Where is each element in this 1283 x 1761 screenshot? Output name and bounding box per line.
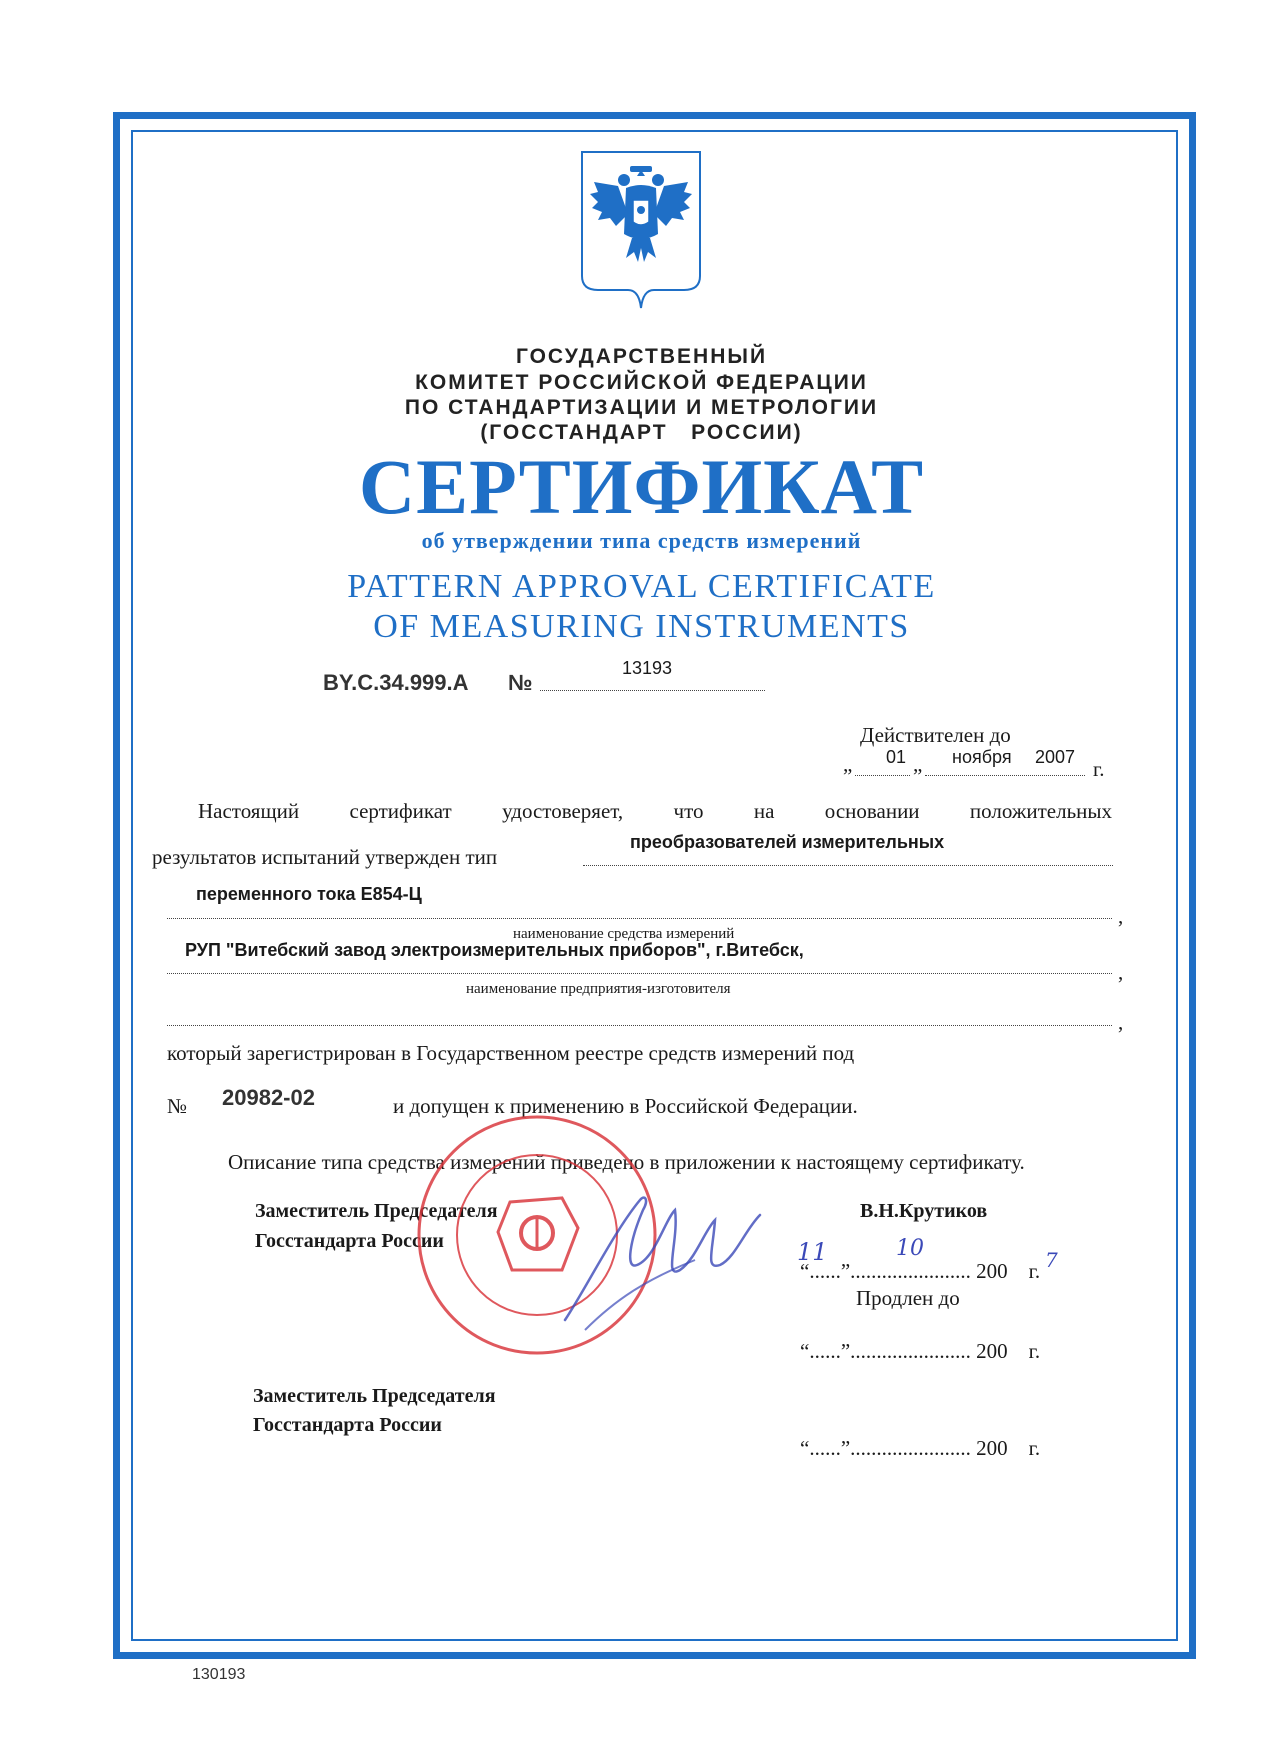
- title-english-line-2: OF MEASURING INSTRUMENTS: [373, 608, 910, 645]
- instrument-type-line-2: переменного тока Е854-Ц: [196, 884, 422, 904]
- issuer-line-3: ПО СТАНДАРТИЗАЦИИ И МЕТРОЛОГИИ: [404, 396, 879, 419]
- handwritten-year: 7: [1045, 1248, 1058, 1272]
- extension-date-1: “......”....................... 200 г.: [800, 1339, 1041, 1363]
- valid-year-suffix: г.: [1093, 757, 1105, 781]
- valid-day: 01: [886, 747, 907, 767]
- registry-number: 20982-02: [222, 1085, 315, 1110]
- certificate-prefix: BY.C.34.999.A: [323, 670, 469, 695]
- valid-year: 2007: [1035, 747, 1076, 767]
- title-english-line-1: PATTERN APPROVAL CERTIFICATE: [347, 568, 936, 605]
- form-serial-number: 130193: [192, 1666, 246, 1683]
- certificate-number-sign: №: [508, 670, 533, 695]
- signature-date-1: “......”....................... 200 г.: [800, 1259, 1041, 1283]
- handwritten-signature: [545, 1170, 785, 1340]
- signatory-role-1-line-2: Госстандарта России: [255, 1230, 444, 1252]
- certificate-title: СЕРТИФИКАТ: [358, 443, 925, 530]
- comma-1: ,: [1118, 904, 1124, 928]
- extension-date-2: “......”....................... 200 г.: [800, 1436, 1041, 1460]
- signatory-role-2-line-2: Госстандарта России: [253, 1414, 442, 1436]
- extended-until-label: Продлен до: [856, 1286, 960, 1310]
- manufacturer-dotline-2: [167, 1025, 1112, 1026]
- coat-of-arms-emblem: [576, 148, 706, 313]
- certificate-number-dotline: [540, 690, 765, 691]
- registered-statement: который зарегистрирован в Государственном реестре средств измерений под: [167, 1041, 855, 1065]
- manufacturer-name: РУП "Витебский завод электроизмерительных приборов", г.Витебск,: [185, 940, 804, 960]
- certificate-number: 13193: [622, 658, 673, 678]
- signatory-role-2-line-1: Заместитель Председателя: [253, 1385, 496, 1407]
- valid-open-quote: „: [843, 752, 853, 776]
- handwritten-day: 11: [797, 1238, 828, 1266]
- valid-month-dotline: [925, 775, 1085, 776]
- instrument-type-dotline-1: [583, 865, 1113, 866]
- valid-until-label: Действителен до: [860, 723, 1011, 747]
- signatory-role-1-line-1: Заместитель Председателя: [255, 1200, 498, 1222]
- issuer-line-2: КОМИТЕТ РОССИЙСКОЙ ФЕДЕРАЦИИ: [415, 371, 868, 394]
- valid-day-dotline: [855, 775, 910, 776]
- certificate-subtitle: об утверждении типа средств измерений: [421, 528, 862, 553]
- handwritten-month: 10: [896, 1236, 924, 1261]
- admitted-statement: и допущен к применению в Российской Федерации.: [393, 1094, 858, 1118]
- valid-close-quote: „: [913, 752, 923, 776]
- signatory-name: В.Н.Крутиков: [860, 1200, 988, 1222]
- certificate-statement-line-1: Настоящий сертификат удостоверяет, что на основании положительных: [198, 799, 1112, 823]
- instrument-caption: наименование средства измерений: [513, 926, 735, 942]
- manufacturer-caption: наименование предприятия-изготовителя: [466, 981, 731, 997]
- valid-month: ноября: [952, 747, 1012, 767]
- instrument-type-dotline-2: [167, 918, 1112, 919]
- comma-2: ,: [1118, 960, 1124, 984]
- manufacturer-dotline-1: [167, 973, 1112, 974]
- issuer-line-1: ГОСУДАРСТВЕННЫЙ: [515, 345, 768, 368]
- certificate-statement-line-2: результатов испытаний утвержден тип: [152, 845, 498, 869]
- instrument-type-line-1: преобразователей измерительных: [630, 832, 945, 852]
- description-statement: Описание типа средства измерений приведено в приложении к настоящему сертификату.: [228, 1150, 1025, 1174]
- comma-3: ,: [1118, 1010, 1124, 1034]
- registry-number-sign: №: [167, 1094, 188, 1118]
- issuer-line-4: (ГОССТАНДАРТ РОССИИ): [480, 421, 803, 444]
